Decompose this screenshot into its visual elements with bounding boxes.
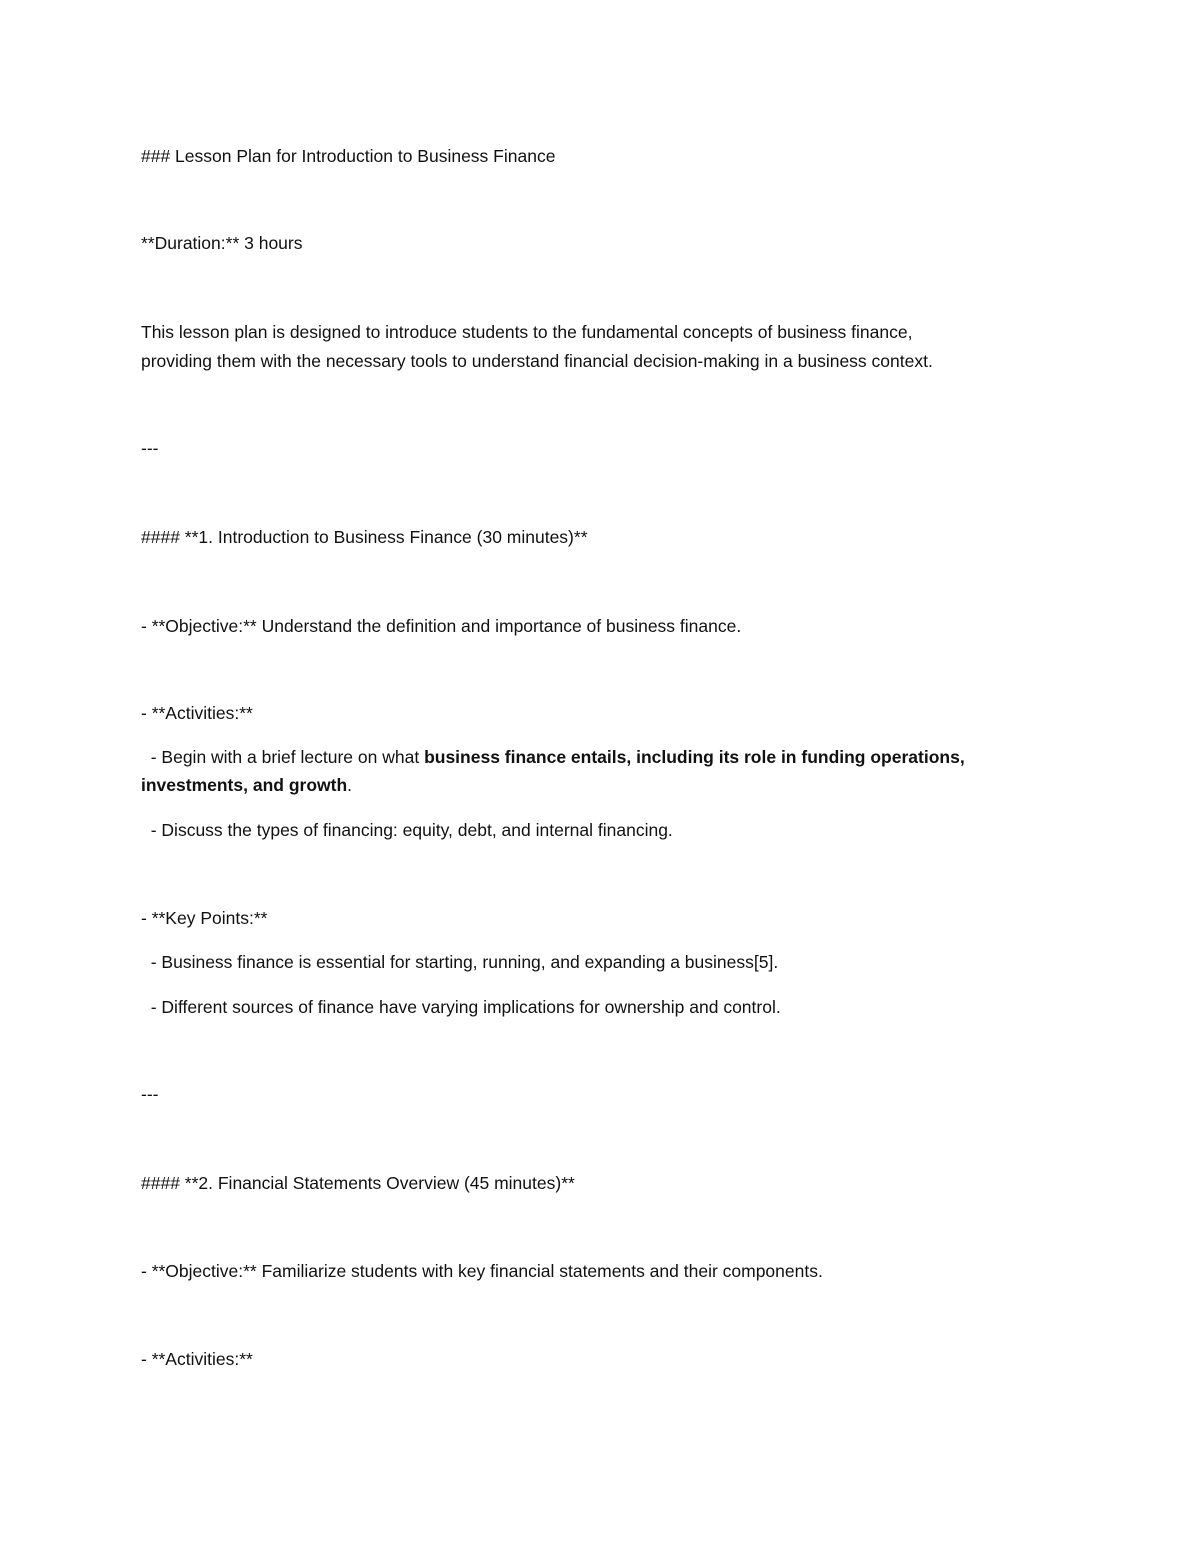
section-1-keypoints-label: - **Key Points:**	[141, 908, 268, 928]
activity-1-suffix: .	[347, 775, 353, 795]
section-2-activities-label: - **Activities:**	[141, 1349, 253, 1369]
intro-paragraph-line-1: This lesson plan is designed to introduce students to the fundamental concepts of business finance,	[141, 322, 913, 342]
section-1-keypoint-2: - Different sources of finance have varying implications for ownership and control.	[141, 997, 781, 1017]
section-1-heading: #### **1. Introduction to Business Finance (30 minutes)**	[141, 527, 588, 547]
activity-1-emphasis-continued: investments, and growth	[141, 775, 348, 795]
separator: ---	[141, 1084, 159, 1104]
section-1-objective: - **Objective:** Understand the definition and importance of business finance.	[141, 616, 742, 636]
section-1-activity-1-continued	[141, 773, 352, 797]
separator: ---	[141, 438, 159, 458]
activity-1-prefix: - Begin with a brief lecture on what	[141, 747, 425, 767]
section-1-activity-1	[141, 745, 965, 769]
intro-paragraph-line-2: providing them with the necessary tools to understand financial decision-making in a business context.	[141, 351, 933, 371]
section-1-activities-label: - **Activities:**	[141, 703, 253, 723]
section-2-heading: #### **2. Financial Statements Overview (45 minutes)**	[141, 1173, 575, 1193]
section-2-objective: - **Objective:** Familiarize students with key financial statements and their components.	[141, 1261, 823, 1281]
duration-line: **Duration:** 3 hours	[141, 233, 303, 253]
activity-1-emphasis: business finance entails, including its role in funding operations,	[424, 747, 965, 767]
section-1-activity-2: - Discuss the types of financing: equity, debt, and internal financing.	[141, 820, 673, 840]
lesson-title: ### Lesson Plan for Introduction to Business Finance	[141, 146, 556, 166]
section-1-keypoint-1: - Business finance is essential for starting, running, and expanding a business[5].	[141, 952, 779, 972]
